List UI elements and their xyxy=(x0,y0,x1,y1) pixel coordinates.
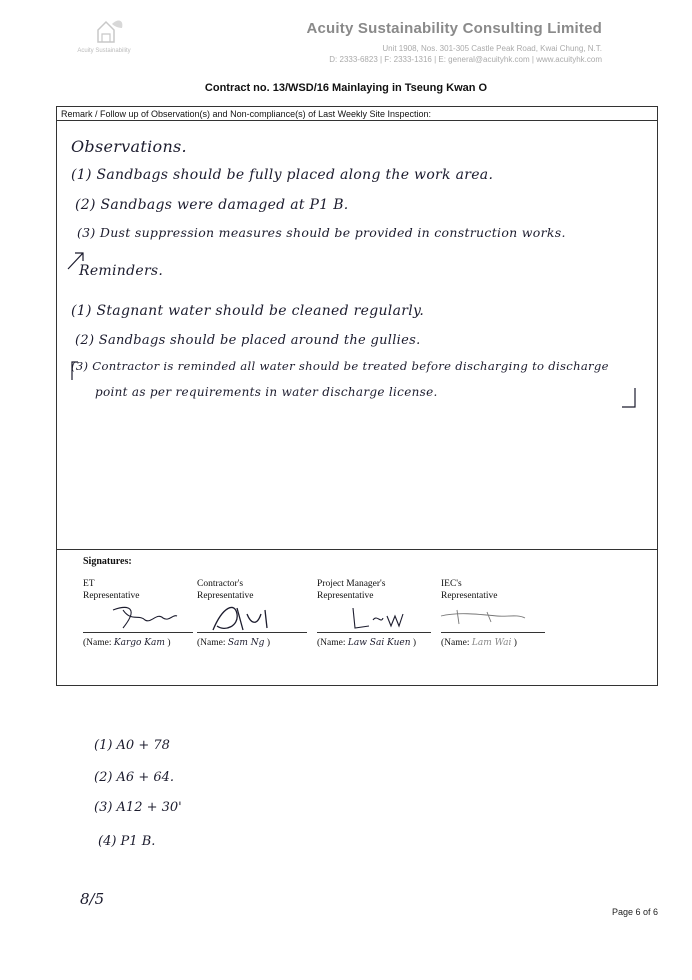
iec-name-field xyxy=(441,638,517,648)
signature-role-sub: Representative xyxy=(83,591,140,601)
location-note: (4) P1 B. xyxy=(98,834,156,849)
location-note: (2) A6 + 64. xyxy=(94,770,175,785)
contract-title: Contract no. 13/WSD/16 Mainlaying in Tseung Kwan O xyxy=(204,82,488,94)
name-label: (Name: xyxy=(317,638,346,648)
remark-box xyxy=(56,106,658,686)
reminder-item: (3) Contractor is reminded all water should be treated before discharging to discharge xyxy=(71,359,609,373)
name-close: ) xyxy=(266,638,270,648)
signature-role: IEC's xyxy=(441,579,462,589)
reminders-title: Reminders. xyxy=(79,263,164,279)
name-label: (Name: xyxy=(441,638,470,648)
signature-column-et xyxy=(83,578,203,602)
logo-text: Acuity Sustainability xyxy=(77,48,131,54)
reminder-item: point as per requirements in water discharge license. xyxy=(95,385,438,399)
et-name-field xyxy=(83,638,170,648)
company-block xyxy=(306,20,602,65)
signature-column-iec xyxy=(441,578,561,602)
et-name-value: Kargo Kam xyxy=(113,638,165,648)
signature-role: Project Manager's xyxy=(317,579,386,589)
signatures-section xyxy=(57,549,657,687)
bracket-end-mark-icon xyxy=(621,387,639,409)
signature-column-pm xyxy=(317,578,437,602)
contractor-name-value: Sam Ng xyxy=(227,638,265,648)
signature-line xyxy=(317,632,431,633)
page-number: Page 6 of 6 xyxy=(611,907,658,917)
bracket-start-mark-icon xyxy=(71,361,79,381)
company-logo xyxy=(68,16,140,72)
signature-role-sub: Representative xyxy=(317,591,374,601)
signature-line xyxy=(441,632,545,633)
remark-header: Remark / Follow up of Observation(s) and Non-compliance(s) of Last Weekly Site Inspection: xyxy=(57,107,657,121)
location-note: (1) A0 + 78 xyxy=(94,738,170,753)
company-contact: D: 2333-6823 | F: 2333-1316 | E: general@acuityhk.com | www.acuityhk.com xyxy=(329,55,602,64)
observation-item: (3) Dust suppression measures should be provided in construction works. xyxy=(77,225,566,240)
signature-role-sub: Representative xyxy=(197,591,254,601)
name-label: (Name: xyxy=(83,638,112,648)
name-close: ) xyxy=(167,638,171,648)
observation-item: (1) Sandbags should be fully placed along the work area. xyxy=(71,167,494,183)
signature-role: Contractor's xyxy=(197,579,244,589)
observations-title: Observations. xyxy=(71,137,187,156)
signature-column-contractor xyxy=(197,578,317,602)
reminder-item: (1) Stagnant water should be cleaned regularly. xyxy=(71,303,425,319)
contractor-signature-icon xyxy=(207,600,287,636)
name-close: ) xyxy=(412,638,417,648)
pm-signature-icon xyxy=(347,600,407,634)
signature-role: ET xyxy=(83,579,95,589)
pm-name-field xyxy=(317,638,416,648)
company-name: Acuity Sustainability Consulting Limited xyxy=(306,20,602,37)
name-close: ) xyxy=(513,638,517,648)
name-label: (Name: xyxy=(197,638,226,648)
signatures-title: Signatures: xyxy=(83,556,132,567)
et-signature-icon xyxy=(109,600,179,634)
iec-name-value: Lam Wai xyxy=(471,638,512,648)
signature-line xyxy=(197,632,307,633)
contractor-name-field xyxy=(197,638,270,648)
signature-role-sub: Representative xyxy=(441,591,498,601)
date-note: 8/5 xyxy=(80,890,105,908)
reminder-item: (2) Sandbags should be placed around the gullies. xyxy=(75,333,421,348)
location-note: (3) A12 + 30' xyxy=(94,800,182,815)
signature-line xyxy=(83,632,193,633)
observation-item: (2) Sandbags were damaged at P1 B. xyxy=(75,197,349,213)
house-leaf-logo-icon xyxy=(76,16,136,48)
iec-signature-icon xyxy=(437,600,527,630)
pm-name-value: Law Sai Kuen xyxy=(347,638,411,648)
company-address: Unit 1908, Nos. 301-305 Castle Peak Road, Kwai Chung, N.T. xyxy=(382,44,602,53)
